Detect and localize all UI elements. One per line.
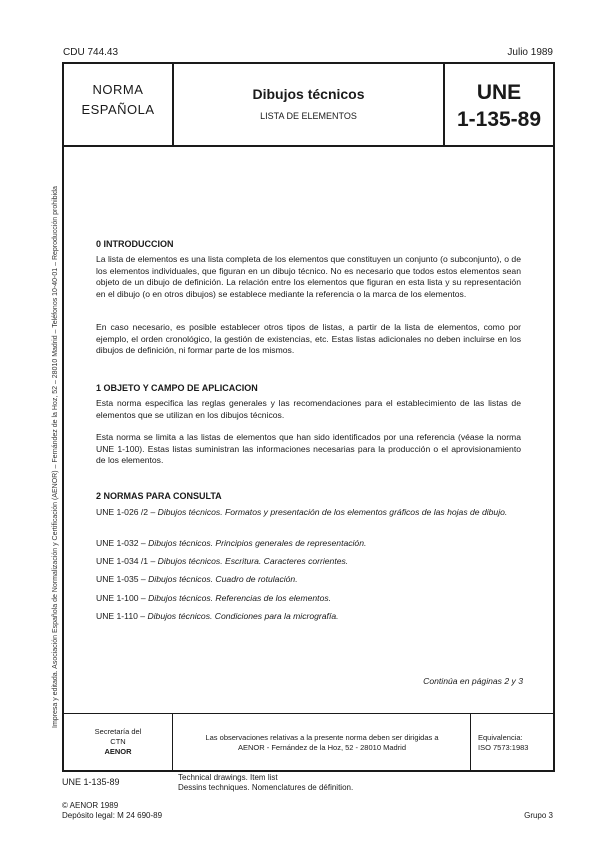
une-number: UNE 1-135-89	[456, 81, 542, 131]
reference-item: UNE 1-100 – Dibujos técnicos. Referencias de los elementos.	[96, 593, 332, 603]
header-divider-left	[172, 62, 174, 146]
reference-item: UNE 1-032 – Dibujos técnicos. Principios generales de representación.	[96, 538, 367, 548]
bottom-english-title: Technical drawings. Item list	[178, 773, 278, 782]
reference-item: UNE 1-035 – Dibujos técnicos. Cuadro de rotulación.	[96, 574, 298, 584]
document-subtitle: LISTA DE ELEMENTOS	[260, 111, 357, 121]
continuation-note: Continúa en páginas 2 y 3	[423, 676, 523, 686]
footer-top-rule	[62, 713, 555, 714]
bottom-french-title: Dessins techniques. Nomenclatures de définition.	[178, 783, 354, 792]
deposito-legal: Depósito legal: M 24 690-89	[62, 811, 163, 820]
section-0-heading: 0 INTRODUCCION	[96, 239, 174, 249]
bottom-une-code: UNE 1-135-89	[62, 777, 120, 787]
document-title: Dibujos técnicos	[252, 86, 365, 102]
observations-block: Las observaciones relativas a la presente norma deben ser dirigidas a AENOR - Fernández de la Hoz, 52 - 28010 Madrid	[205, 733, 439, 752]
equivalence-block: Equivalencia: ISO 7573:1983	[478, 733, 529, 752]
norma-espanola: NORMA ESPAÑOLA	[81, 82, 155, 117]
section-1-paragraph-1: Esta norma especifica las reglas generales y las recomendaciones para el establecimiento de las listas de elementos que se utilizan en los dibujos técnicos.	[96, 398, 521, 420]
reference-item: UNE 1-026 /2 – Dibujos técnicos. Formatos y presentación de los elementos gráficos de las hojas de dibujo.	[96, 507, 508, 517]
section-0-paragraph-2: En caso necesario, es posible establecer otros tipos de listas, a partir de la lista de elementos, como por ejemplo, el orden cronológico, la gestión de existencias, etc. Estas listas adicionales no deben incluirse en los dibujos de definición, ni formar parte de los mismos.	[96, 322, 521, 356]
section-1-heading: 1 OBJETO Y CAMPO DE APLICACION	[96, 383, 258, 393]
cdu-code: CDU 744.43	[63, 47, 119, 58]
grupo: Grupo 3	[524, 811, 553, 820]
footer-divider-right	[470, 713, 471, 772]
copyright: © AENOR 1989	[62, 801, 119, 810]
side-imprint: Impresa y editada. Asociación Española de Normalización y Certificación (AENOR) – Fernández de la Hoz, 52 – 28010 Madrid – Teléfonos 10-40-01 – Reproducción prohibida	[52, 186, 59, 728]
footer-divider-left	[172, 713, 173, 772]
section-2-heading: 2 NORMAS PARA CONSULTA	[96, 491, 222, 501]
header-bottom-rule	[62, 145, 555, 147]
section-1-paragraph-2: Esta norma se limita a las listas de elementos que han sido identificados por una referencia (véase la norma UNE 1-100). Estas listas suministran las informaciones necesarias para la producción o el aprovisionamiento de los elementos.	[96, 432, 521, 466]
publication-date: Julio 1989	[507, 47, 553, 58]
reference-item: UNE 1-034 /1 – Dibujos técnicos. Escritura. Caracteres corrientes.	[96, 556, 349, 566]
section-0-paragraph-1: La lista de elementos es una lista completa de los elementos que constituyen un conjunto (o subconjunto), o de los elementos individuales, que figuran en un dibujo técnico. No es necesario que todos estos elementos sean objeto de un dibujo de definición. La relación entre los elementos que figuran en esta lista y su representación en el dibujo (o en otros dibujos) se establece mediante la referencia o la marca de los elementos.	[96, 254, 521, 299]
secretaria-block: Secretaría del CTN AENOR	[94, 727, 142, 756]
reference-item: UNE 1-110 – Dibujos técnicos. Condiciones para la micrografía.	[96, 611, 339, 621]
